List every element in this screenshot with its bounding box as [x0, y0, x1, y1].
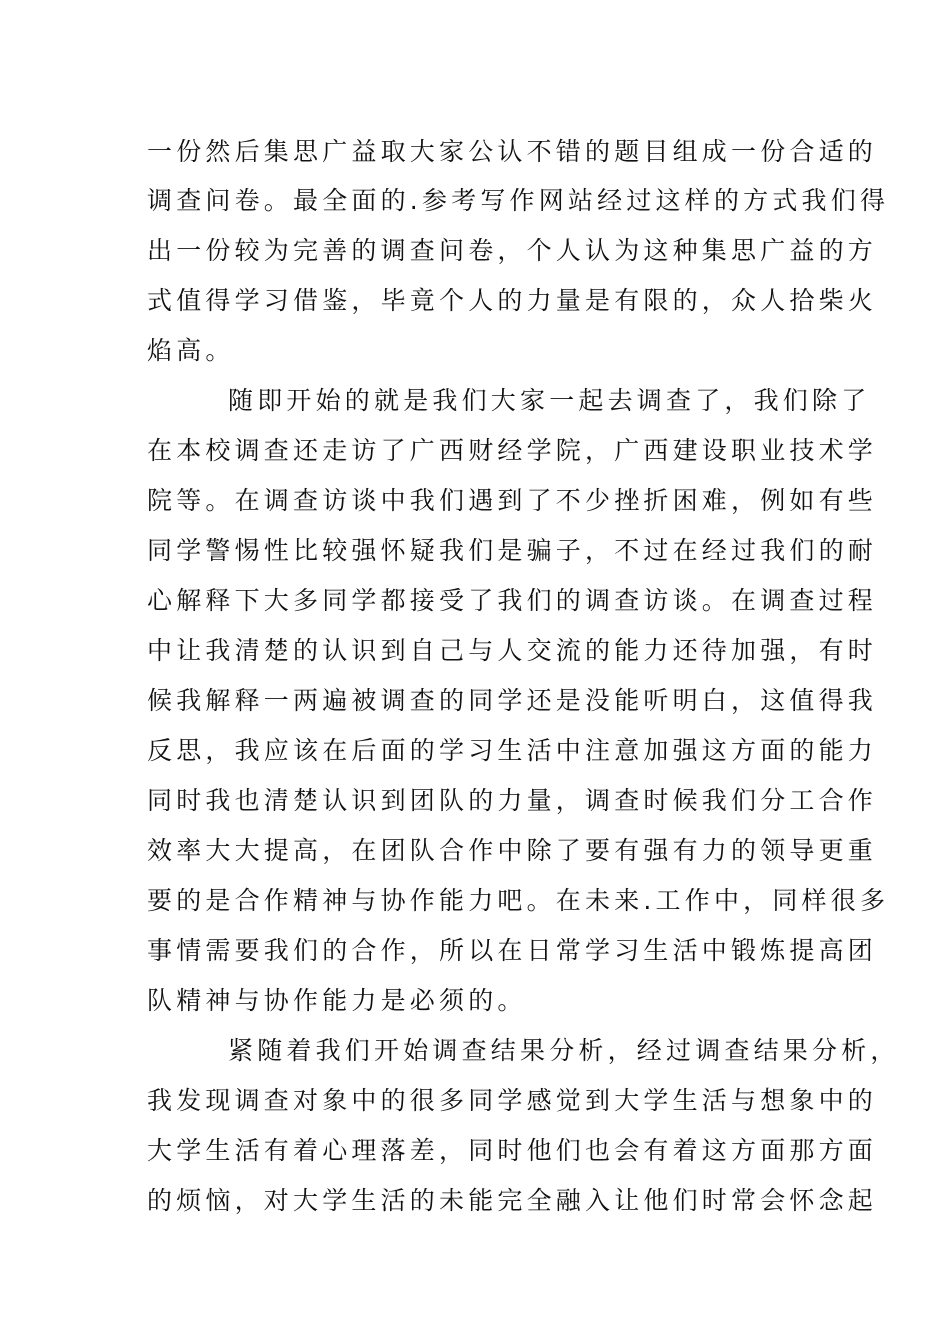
- text-line: 反思，我应该在后面的学习生活中注意加强这方面的能力: [147, 736, 878, 765]
- text-line: 出一份较为完善的调查问卷，个人认为这种集思广益的方: [147, 236, 878, 265]
- text-line: 调查问卷。最全面的.参考写作网站经过这样的方式我们得: [147, 186, 890, 215]
- text-line: 式值得学习借鉴，毕竟个人的力量是有限的，众人拾柴火: [147, 286, 878, 315]
- text-line: 效率大大提高，在团队合作中除了要有强有力的领导更重: [147, 836, 878, 865]
- text-line: 同学警惕性比较强怀疑我们是骗子，不过在经过我们的耐: [147, 536, 878, 565]
- text-line: 队精神与协作能力是必须的。: [147, 986, 527, 1015]
- text-line: 同时我也清楚认识到团队的力量，调查时候我们分工合作: [147, 786, 878, 815]
- text-line: 要的是合作精神与协作能力吧。在未来.工作中，同样很多: [147, 886, 890, 915]
- text-line: 中让我清楚的认识到自己与人交流的能力还待加强，有时: [147, 636, 878, 665]
- text-line-indented: 随即开始的就是我们大家一起去调查了，我们除了: [228, 386, 871, 415]
- text-line: 事情需要我们的合作，所以在日常学习生活中锻炼提高团: [147, 936, 878, 965]
- text-line: 大学生活有着心理落差，同时他们也会有着这方面那方面: [147, 1136, 878, 1165]
- text-line: 候我解释一两遍被调查的同学还是没能听明白，这值得我: [147, 686, 878, 715]
- text-line: 一份然后集思广益取大家公认不错的题目组成一份合适的: [147, 137, 878, 166]
- text-line-indented: 紧随着我们开始调查结果分析，经过调查结果分析，: [228, 1036, 900, 1065]
- text-line: 院等。在调查访谈中我们遇到了不少挫折困难，例如有些: [147, 486, 878, 515]
- text-line: 在本校调查还走访了广西财经学院，广西建设职业技术学: [147, 436, 878, 465]
- text-line: 我发现调查对象中的很多同学感觉到大学生活与想象中的: [147, 1086, 878, 1115]
- text-line: 的烦恼，对大学生活的未能完全融入让他们时常会怀念起: [147, 1186, 878, 1215]
- text-line: 心解释下大多同学都接受了我们的调查访谈。在调查过程: [147, 586, 878, 615]
- text-line: 焰高。: [147, 336, 235, 365]
